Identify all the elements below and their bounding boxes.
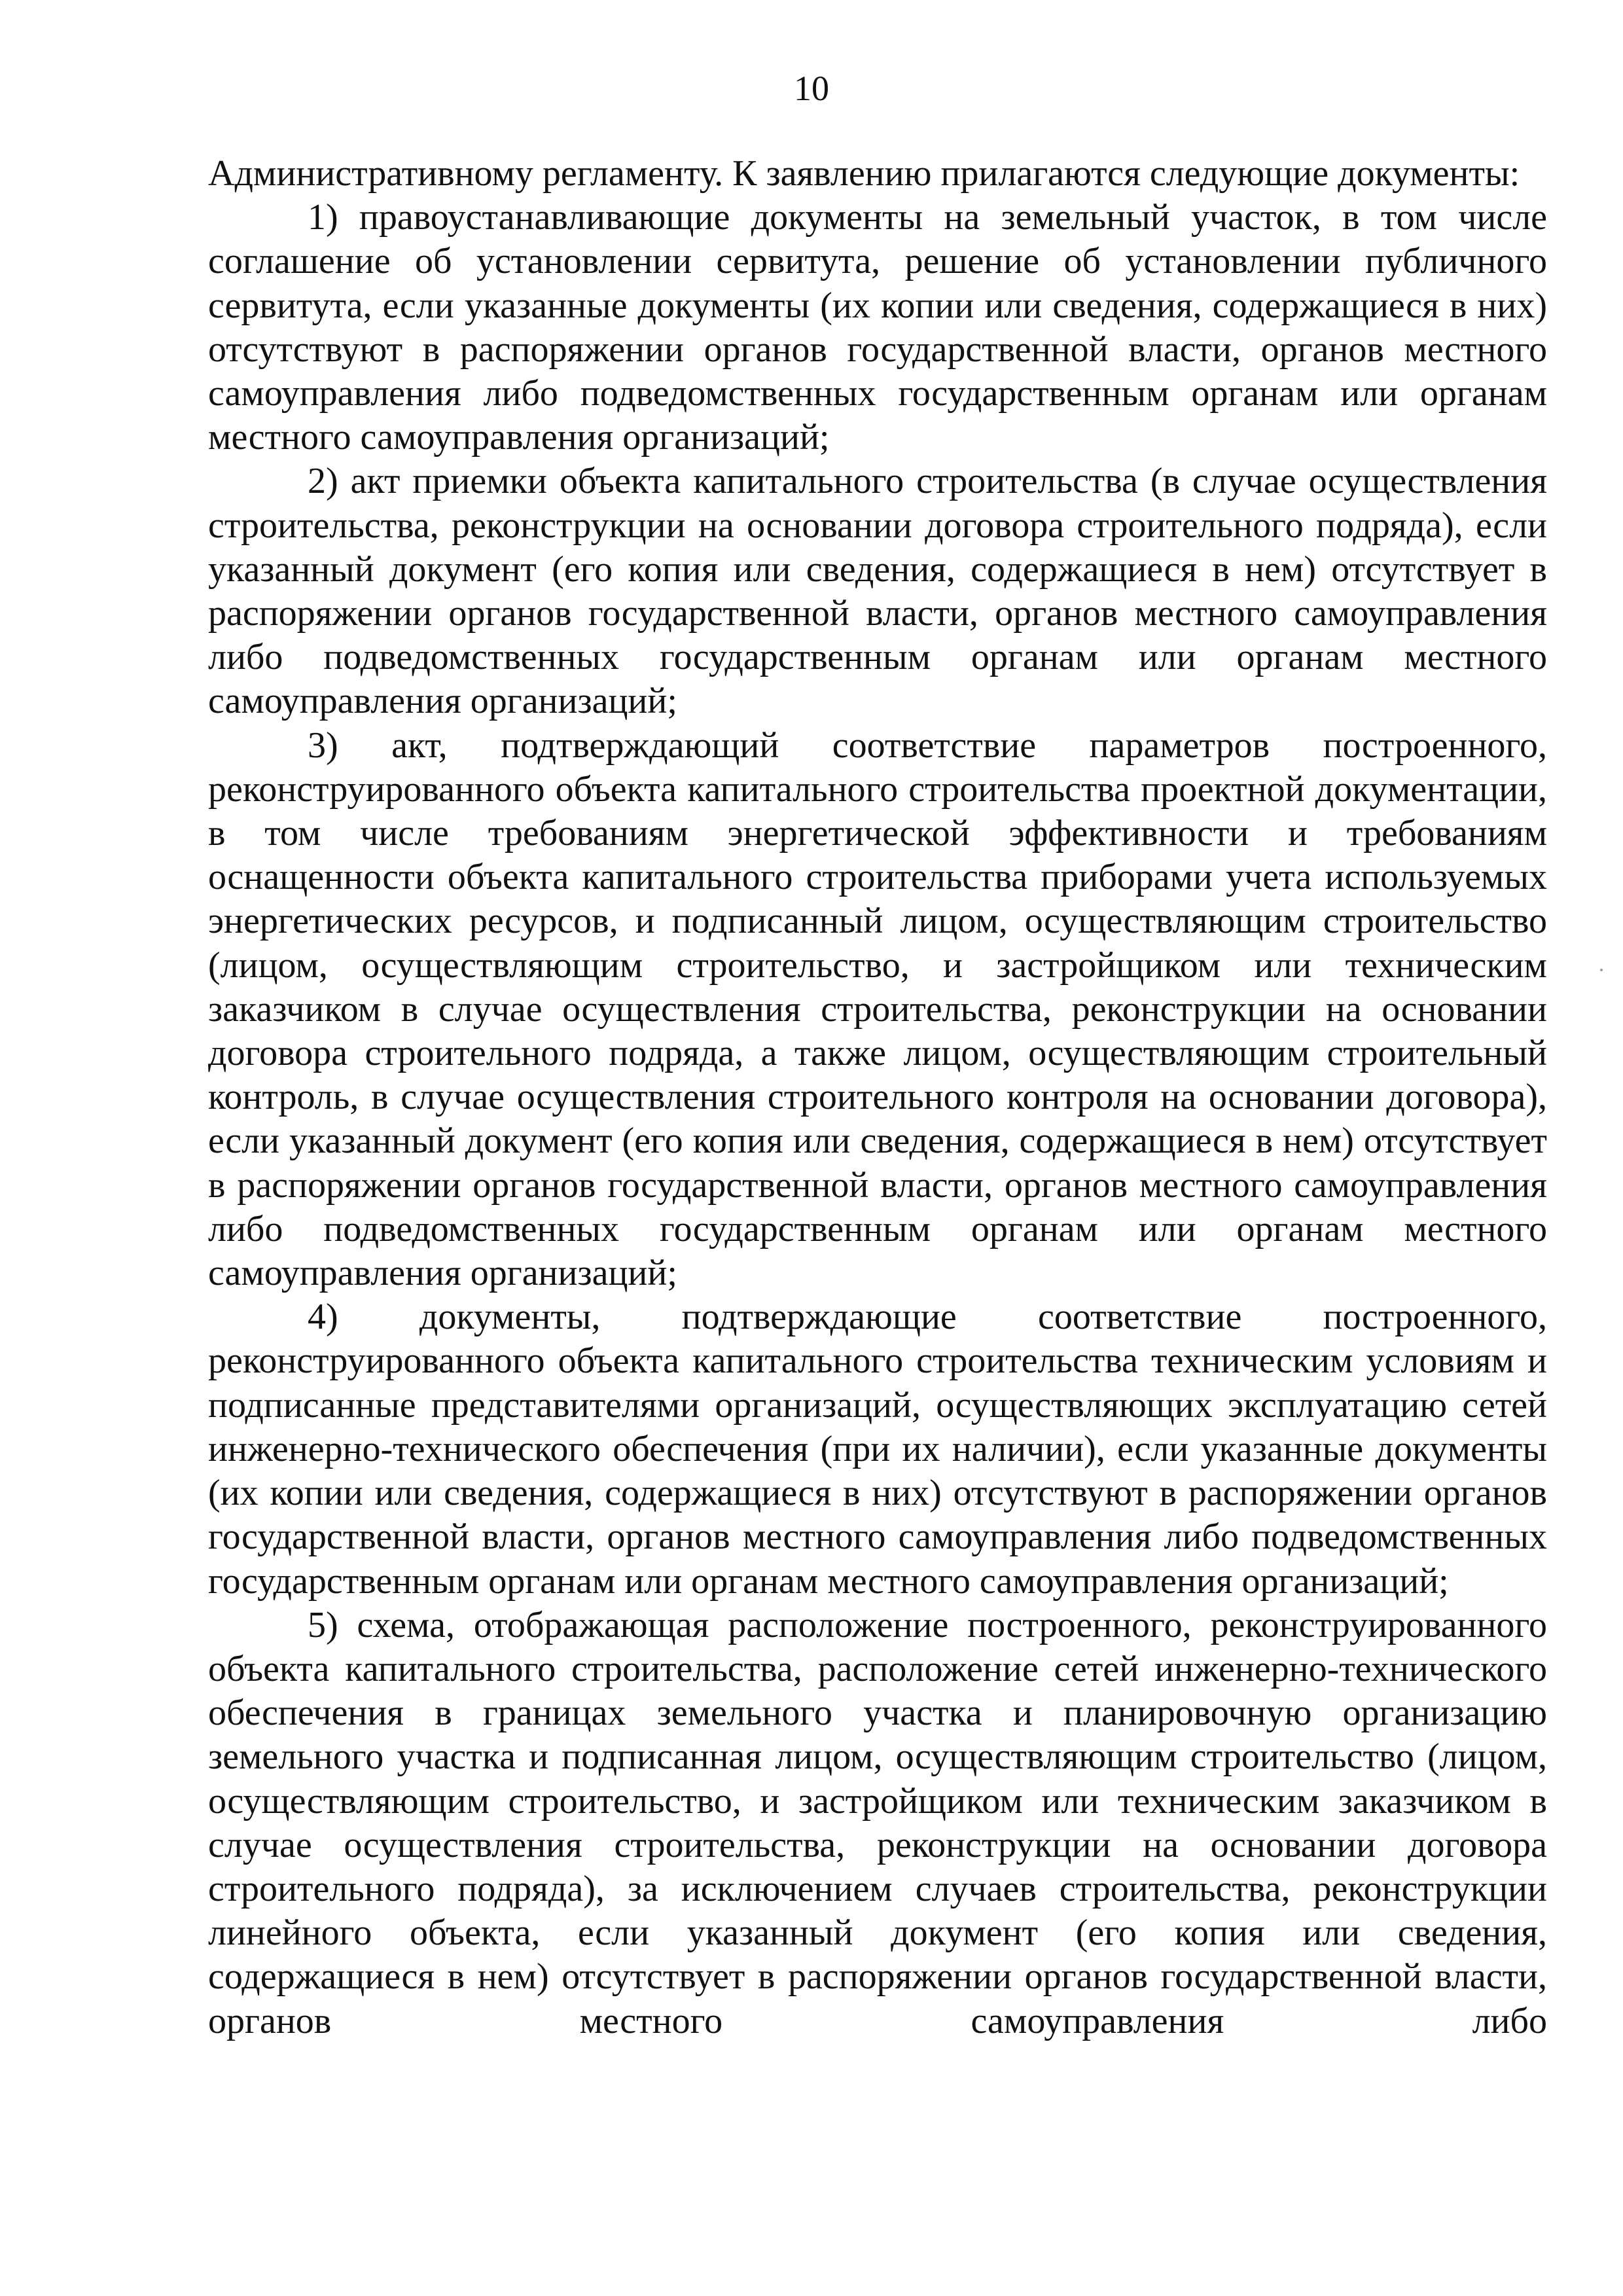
list-item-5: 5) схема, отображающая расположение построенного, реконструированного объекта капитального строительства, расположение сетей инженерно-технического обеспечения в границах земельного участка и планировочную организацию земельного участка и подписанная лицом, осуществляющим строительство (лицом, осуществляющим строительство, и застройщиком или техническим заказчиком в случае осуществления строительства, реконструкции на основании договора строительного подряда), за исключением случаев строительства, реконструкции линейного объекта, если указанный документ (его копия или сведения, содержащиеся в нем) отсутствует в распоряжении органов государственной власти, органов местного самоуправления либо — [208, 1604, 1547, 2041]
scan-artifact-dot — [1600, 969, 1603, 971]
list-item-3: 3) акт, подтверждающий соответствие параметров построенного, реконструированного объекта капитального строительства проектной документации, в том числе требованиям энергетической эффективности и требованиям оснащенности объекта капитального строительства приборами учета используемых энергетических ресурсов, и подписанный лицом, осуществляющим строительство (лицом, осуществляющим строительство, и застройщиком или техническим заказчиком в случае осуществления строительства, реконструкции на основании договора строительного подряда, а также лицом, осуществляющим строительный контроль, в случае осуществления строительного контроля на основании договора), если указанный документ (его копия или сведения, содержащиеся в нем) отсутствует в распоряжении органов государственной власти, органов местного самоуправления либо подведомственных государственным органам или органам местного самоуправления организаций; — [208, 725, 1547, 1294]
list-item-2: 2) акт приемки объекта капитального строительства (в случае осуществления строительства, реконструкции на основании договора строительного подряда), если указанный документ (его копия или сведения, содержащиеся в нем) отсутствует в распоряжении органов государственной власти, органов местного самоуправления либо подведомственных государственным органам или органам местного самоуправления организаций; — [208, 461, 1547, 722]
list-item-1: 1) правоустанавливающие документы на земельный участок, в том числе соглашение об установлении сервитута, решение об установлении публичного сервитута, если указанные документы (их копии или сведения, содержащиеся в них) отсутствуют в распоряжении органов государственной власти, органов местного самоуправления либо подведомственных государственным органам или органам местного самоуправления организаций; — [208, 197, 1547, 458]
list-item-4: 4) документы, подтверждающие соответствие построенного, реконструированного объекта капитального строительства техническим условиям и подписанные представителями организаций, осуществляющих эксплуатацию сетей инженерно-технического обеспечения (при их наличии), если указанные документы (их копии или сведения, содержащиеся в них) отсутствуют в распоряжении органов государственной власти, органов местного самоуправления либо подведомственных государственным органам или органам местного самоуправления организаций; — [208, 1297, 1547, 1602]
document-body — [208, 152, 1547, 2043]
page-number: 10 — [794, 69, 829, 108]
intro-paragraph: Административному регламенту. К заявлению прилагаются следующие документы: — [208, 153, 1520, 194]
